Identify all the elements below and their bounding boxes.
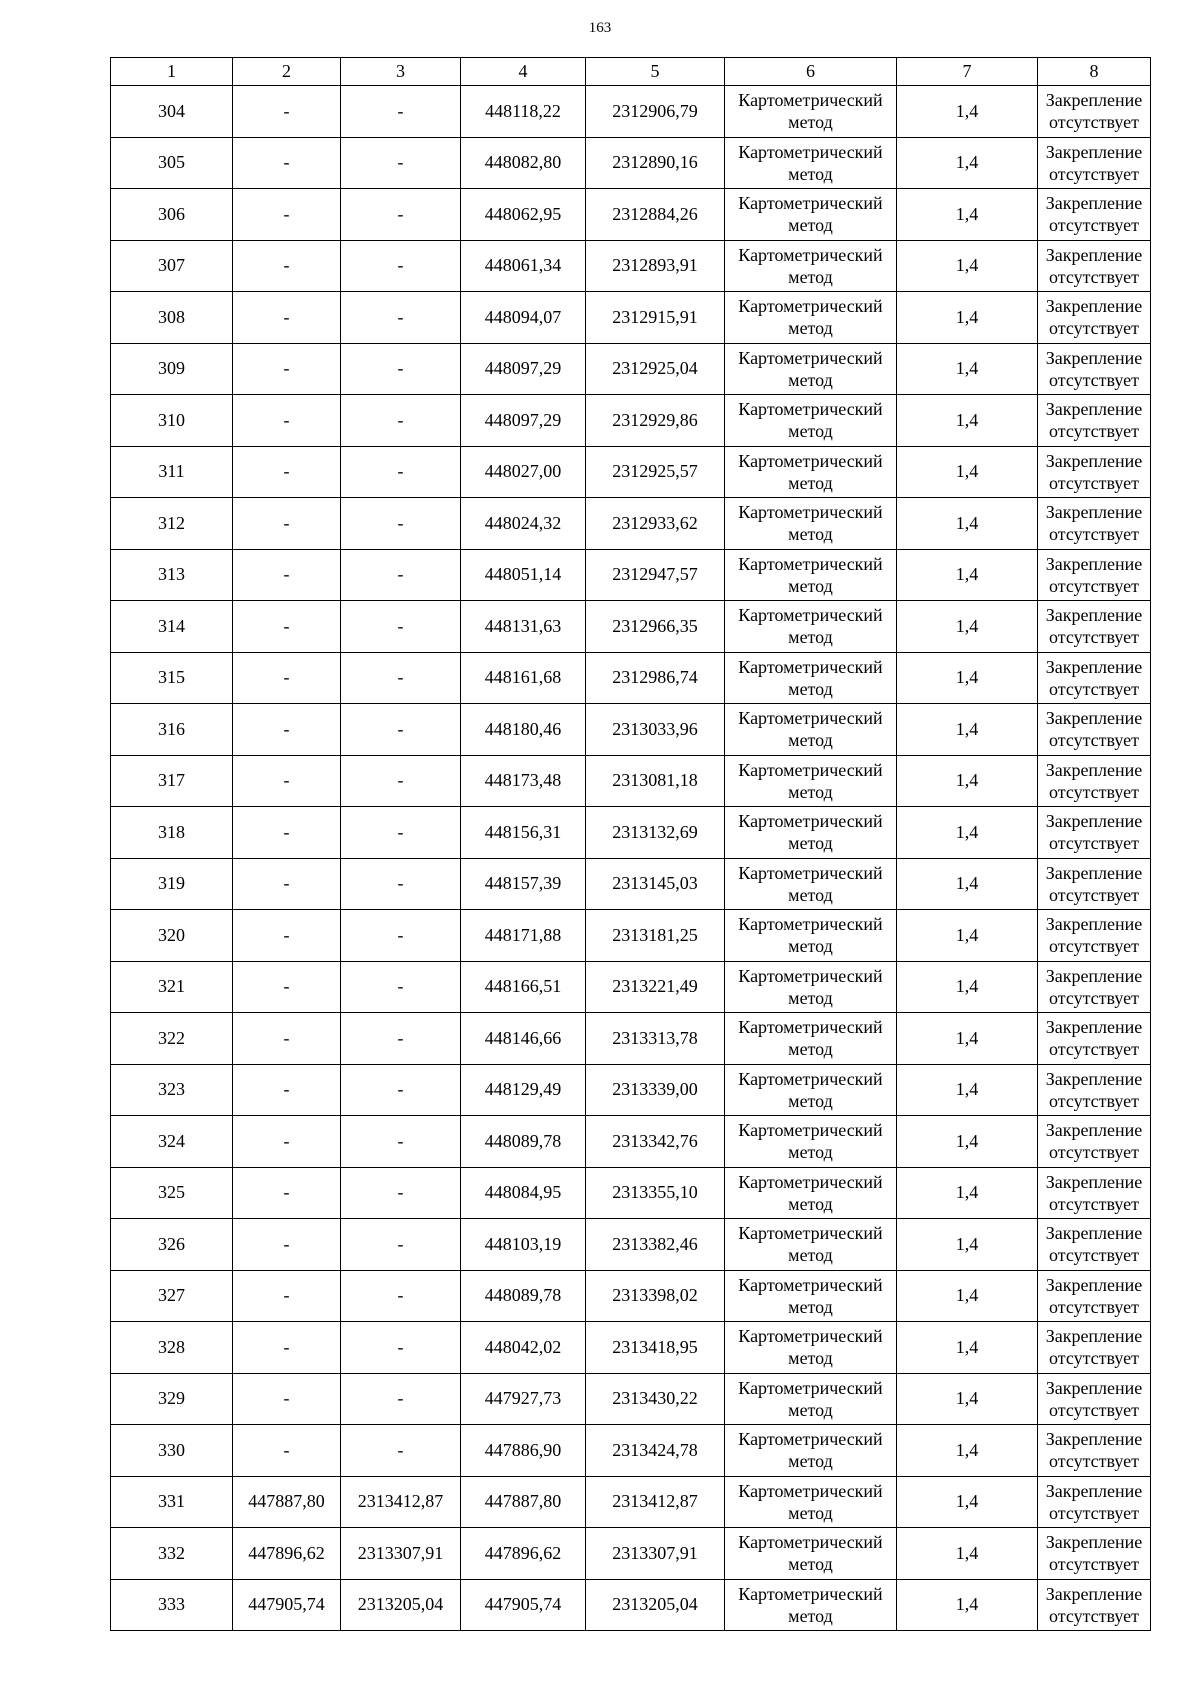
cell-fixation: Закрепление отсутствует — [1038, 755, 1151, 807]
table-row — [111, 1167, 1151, 1219]
page-number: 163 — [588, 20, 612, 36]
cell-y-old: - — [341, 652, 461, 704]
cell-x-old: - — [233, 1116, 341, 1168]
cell-precision: 1,4 — [897, 910, 1038, 962]
cell-y: 2313418,95 — [586, 1322, 725, 1374]
cell-precision: 1,4 — [897, 189, 1038, 241]
cell-precision: 1,4 — [897, 1579, 1038, 1631]
cell-y: 2312929,86 — [586, 395, 725, 447]
table-row — [111, 446, 1151, 498]
point-number: 318 — [111, 807, 233, 859]
cell-method: Картометрический метод — [725, 1219, 897, 1271]
cell-y: 2313342,76 — [586, 1116, 725, 1168]
table-row — [111, 858, 1151, 910]
column-header: 4 — [461, 58, 586, 86]
cell-x: 448082,80 — [461, 137, 586, 189]
point-number: 330 — [111, 1425, 233, 1477]
table-row — [111, 1528, 1151, 1580]
table-row — [111, 652, 1151, 704]
cell-y-old: - — [341, 1013, 461, 1065]
cell-x-old: - — [233, 549, 341, 601]
point-number: 309 — [111, 343, 233, 395]
cell-fixation: Закрепление отсутствует — [1038, 1167, 1151, 1219]
cell-y-old: 2313412,87 — [341, 1476, 461, 1528]
cell-x-old: - — [233, 1373, 341, 1425]
cell-y-old: - — [341, 1219, 461, 1271]
point-number: 326 — [111, 1219, 233, 1271]
table-row — [111, 1219, 1151, 1271]
table-row — [111, 1425, 1151, 1477]
column-header: 7 — [897, 58, 1038, 86]
cell-y-old: - — [341, 137, 461, 189]
cell-precision: 1,4 — [897, 1476, 1038, 1528]
cell-method: Картометрический метод — [725, 1373, 897, 1425]
cell-precision: 1,4 — [897, 601, 1038, 653]
cell-fixation: Закрепление отсутствует — [1038, 1116, 1151, 1168]
cell-y-old: - — [341, 1373, 461, 1425]
cell-precision: 1,4 — [897, 240, 1038, 292]
cell-y-old: - — [341, 1270, 461, 1322]
cell-fixation: Закрепление отсутствует — [1038, 1064, 1151, 1116]
cell-method: Картометрический метод — [725, 1064, 897, 1116]
point-number: 304 — [111, 86, 233, 138]
point-number: 311 — [111, 446, 233, 498]
table-header-row — [111, 58, 1151, 86]
cell-fixation: Закрепление отсутствует — [1038, 292, 1151, 344]
table-row — [111, 1064, 1151, 1116]
cell-fixation: Закрепление отсутствует — [1038, 910, 1151, 962]
point-number: 331 — [111, 1476, 233, 1528]
cell-y-old: - — [341, 1322, 461, 1374]
cell-x-old: - — [233, 652, 341, 704]
cell-y-old: - — [341, 1116, 461, 1168]
cell-method: Картометрический метод — [725, 292, 897, 344]
table-row — [111, 755, 1151, 807]
cell-fixation: Закрепление отсутствует — [1038, 1425, 1151, 1477]
cell-x-old: 447905,74 — [233, 1579, 341, 1631]
cell-x: 448118,22 — [461, 86, 586, 138]
point-number: 307 — [111, 240, 233, 292]
cell-fixation: Закрепление отсутствует — [1038, 1579, 1151, 1631]
table-row — [111, 240, 1151, 292]
cell-method: Картометрический метод — [725, 1167, 897, 1219]
cell-y-old: - — [341, 292, 461, 344]
column-header: 5 — [586, 58, 725, 86]
cell-x: 448166,51 — [461, 961, 586, 1013]
point-number: 327 — [111, 1270, 233, 1322]
cell-y: 2312890,16 — [586, 137, 725, 189]
cell-fixation: Закрепление отсутствует — [1038, 395, 1151, 447]
point-number: 324 — [111, 1116, 233, 1168]
cell-x-old: - — [233, 1167, 341, 1219]
table-row — [111, 1270, 1151, 1322]
point-number: 306 — [111, 189, 233, 241]
cell-method: Картометрический метод — [725, 498, 897, 550]
cell-fixation: Закрепление отсутствует — [1038, 1219, 1151, 1271]
point-number: 333 — [111, 1579, 233, 1631]
column-header: 8 — [1038, 58, 1151, 86]
cell-precision: 1,4 — [897, 86, 1038, 138]
point-number: 332 — [111, 1528, 233, 1580]
cell-precision: 1,4 — [897, 652, 1038, 704]
cell-y-old: - — [341, 858, 461, 910]
cell-y: 2313424,78 — [586, 1425, 725, 1477]
cell-x: 448062,95 — [461, 189, 586, 241]
cell-fixation: Закрепление отсутствует — [1038, 807, 1151, 859]
cell-y: 2313339,00 — [586, 1064, 725, 1116]
cell-method: Картометрический метод — [725, 755, 897, 807]
table-row — [111, 189, 1151, 241]
cell-method: Картометрический метод — [725, 910, 897, 962]
cell-x: 448061,34 — [461, 240, 586, 292]
table-row — [111, 549, 1151, 601]
cell-x-old: - — [233, 704, 341, 756]
cell-y-old: - — [341, 189, 461, 241]
cell-y-old: - — [341, 343, 461, 395]
cell-y: 2313033,96 — [586, 704, 725, 756]
point-number: 323 — [111, 1064, 233, 1116]
cell-precision: 1,4 — [897, 807, 1038, 859]
column-header: 2 — [233, 58, 341, 86]
table-row — [111, 137, 1151, 189]
cell-precision: 1,4 — [897, 961, 1038, 1013]
cell-x: 448042,02 — [461, 1322, 586, 1374]
point-number: 317 — [111, 755, 233, 807]
table-row — [111, 807, 1151, 859]
cell-y: 2313205,04 — [586, 1579, 725, 1631]
cell-x-old: - — [233, 1270, 341, 1322]
cell-x-old: 447896,62 — [233, 1528, 341, 1580]
cell-precision: 1,4 — [897, 704, 1038, 756]
column-header: 1 — [111, 58, 233, 86]
cell-fixation: Закрепление отсутствует — [1038, 1270, 1151, 1322]
cell-y-old: - — [341, 601, 461, 653]
cell-x: 448157,39 — [461, 858, 586, 910]
cell-fixation: Закрепление отсутствует — [1038, 137, 1151, 189]
cell-x: 448024,32 — [461, 498, 586, 550]
cell-x-old: - — [233, 446, 341, 498]
cell-fixation: Закрепление отсутствует — [1038, 652, 1151, 704]
cell-precision: 1,4 — [897, 1425, 1038, 1477]
cell-y: 2313132,69 — [586, 807, 725, 859]
cell-y: 2312925,57 — [586, 446, 725, 498]
cell-x-old: - — [233, 395, 341, 447]
cell-fixation: Закрепление отсутствует — [1038, 446, 1151, 498]
cell-precision: 1,4 — [897, 858, 1038, 910]
cell-precision: 1,4 — [897, 1270, 1038, 1322]
cell-x: 448173,48 — [461, 755, 586, 807]
cell-precision: 1,4 — [897, 1322, 1038, 1374]
cell-y-old: - — [341, 755, 461, 807]
point-number: 329 — [111, 1373, 233, 1425]
cell-precision: 1,4 — [897, 446, 1038, 498]
cell-x-old: - — [233, 189, 341, 241]
cell-x: 448103,19 — [461, 1219, 586, 1271]
cell-x: 447896,62 — [461, 1528, 586, 1580]
cell-y: 2312947,57 — [586, 549, 725, 601]
cell-y-old: - — [341, 549, 461, 601]
cell-method: Картометрический метод — [725, 601, 897, 653]
cell-x-old: - — [233, 858, 341, 910]
cell-y-old: - — [341, 498, 461, 550]
cell-y: 2313398,02 — [586, 1270, 725, 1322]
cell-fixation: Закрепление отсутствует — [1038, 1528, 1151, 1580]
cell-x: 447927,73 — [461, 1373, 586, 1425]
cell-y-old: - — [341, 704, 461, 756]
cell-y: 2312893,91 — [586, 240, 725, 292]
cell-x: 448146,66 — [461, 1013, 586, 1065]
cell-method: Картометрический метод — [725, 1425, 897, 1477]
cell-precision: 1,4 — [897, 1219, 1038, 1271]
cell-y-old: - — [341, 240, 461, 292]
cell-method: Картометрический метод — [725, 1322, 897, 1374]
cell-x-old: - — [233, 1064, 341, 1116]
cell-fixation: Закрепление отсутствует — [1038, 1373, 1151, 1425]
cell-x-old: - — [233, 601, 341, 653]
cell-x: 448129,49 — [461, 1064, 586, 1116]
cell-x-old: - — [233, 240, 341, 292]
cell-fixation: Закрепление отсутствует — [1038, 189, 1151, 241]
table-row — [111, 1322, 1151, 1374]
cell-x: 448180,46 — [461, 704, 586, 756]
cell-y-old: - — [341, 446, 461, 498]
table-row — [111, 395, 1151, 447]
cell-x-old: - — [233, 755, 341, 807]
cell-y: 2313081,18 — [586, 755, 725, 807]
cell-x-old: - — [233, 1425, 341, 1477]
cell-y: 2312933,62 — [586, 498, 725, 550]
cell-fixation: Закрепление отсутствует — [1038, 858, 1151, 910]
point-number: 325 — [111, 1167, 233, 1219]
point-number: 316 — [111, 704, 233, 756]
cell-y: 2312915,91 — [586, 292, 725, 344]
cell-x: 448131,63 — [461, 601, 586, 653]
table-row — [111, 704, 1151, 756]
point-number: 315 — [111, 652, 233, 704]
table-row — [111, 1013, 1151, 1065]
cell-method: Картометрический метод — [725, 395, 897, 447]
cell-y: 2313412,87 — [586, 1476, 725, 1528]
cell-x: 448094,07 — [461, 292, 586, 344]
cell-x: 448097,29 — [461, 343, 586, 395]
point-number: 308 — [111, 292, 233, 344]
cell-x: 448156,31 — [461, 807, 586, 859]
cell-method: Картометрический метод — [725, 240, 897, 292]
cell-x: 448089,78 — [461, 1270, 586, 1322]
cell-precision: 1,4 — [897, 1373, 1038, 1425]
cell-x: 447887,80 — [461, 1476, 586, 1528]
cell-y: 2312906,79 — [586, 86, 725, 138]
point-number: 322 — [111, 1013, 233, 1065]
point-number: 314 — [111, 601, 233, 653]
cell-y: 2313221,49 — [586, 961, 725, 1013]
cell-method: Картометрический метод — [725, 1579, 897, 1631]
column-header: 3 — [341, 58, 461, 86]
cell-y: 2312925,04 — [586, 343, 725, 395]
cell-method: Картометрический метод — [725, 652, 897, 704]
cell-x: 447886,90 — [461, 1425, 586, 1477]
cell-precision: 1,4 — [897, 1013, 1038, 1065]
cell-x-old: - — [233, 498, 341, 550]
cell-fixation: Закрепление отсутствует — [1038, 343, 1151, 395]
cell-precision: 1,4 — [897, 498, 1038, 550]
cell-method: Картометрический метод — [725, 1270, 897, 1322]
cell-precision: 1,4 — [897, 1528, 1038, 1580]
cell-fixation: Закрепление отсутствует — [1038, 549, 1151, 601]
cell-y: 2312986,74 — [586, 652, 725, 704]
point-number: 313 — [111, 549, 233, 601]
cell-y-old: 2313307,91 — [341, 1528, 461, 1580]
cell-precision: 1,4 — [897, 343, 1038, 395]
cell-precision: 1,4 — [897, 1116, 1038, 1168]
table-row — [111, 343, 1151, 395]
cell-method: Картометрический метод — [725, 86, 897, 138]
cell-precision: 1,4 — [897, 395, 1038, 447]
point-number: 312 — [111, 498, 233, 550]
cell-precision: 1,4 — [897, 1064, 1038, 1116]
table-row — [111, 86, 1151, 138]
cell-y-old: - — [341, 1064, 461, 1116]
cell-fixation: Закрепление отсутствует — [1038, 961, 1151, 1013]
cell-y-old: - — [341, 910, 461, 962]
table-row — [111, 601, 1151, 653]
cell-x: 448051,14 — [461, 549, 586, 601]
cell-method: Картометрический метод — [725, 1528, 897, 1580]
cell-precision: 1,4 — [897, 755, 1038, 807]
cell-y: 2312966,35 — [586, 601, 725, 653]
cell-x-old: - — [233, 86, 341, 138]
table-row — [111, 1373, 1151, 1425]
cell-x-old: - — [233, 292, 341, 344]
cell-fixation: Закрепление отсутствует — [1038, 601, 1151, 653]
column-header: 6 — [725, 58, 897, 86]
cell-method: Картометрический метод — [725, 446, 897, 498]
cell-method: Картометрический метод — [725, 343, 897, 395]
cell-x: 448084,95 — [461, 1167, 586, 1219]
table-row — [111, 1476, 1151, 1528]
cell-x-old: - — [233, 961, 341, 1013]
table-row — [111, 910, 1151, 962]
cell-x: 448171,88 — [461, 910, 586, 962]
cell-x-old: - — [233, 1322, 341, 1374]
cell-y: 2313355,10 — [586, 1167, 725, 1219]
cell-y-old: - — [341, 961, 461, 1013]
cell-fixation: Закрепление отсутствует — [1038, 498, 1151, 550]
cell-x: 447905,74 — [461, 1579, 586, 1631]
cell-x-old: - — [233, 137, 341, 189]
coordinates-table — [110, 57, 1151, 1631]
point-number: 305 — [111, 137, 233, 189]
cell-x-old: - — [233, 807, 341, 859]
cell-method: Картометрический метод — [725, 1476, 897, 1528]
cell-fixation: Закрепление отсутствует — [1038, 704, 1151, 756]
table-row — [111, 498, 1151, 550]
cell-x-old: - — [233, 343, 341, 395]
cell-y-old: - — [341, 807, 461, 859]
cell-y: 2313145,03 — [586, 858, 725, 910]
cell-y: 2313313,78 — [586, 1013, 725, 1065]
cell-fixation: Закрепление отсутствует — [1038, 1476, 1151, 1528]
cell-y: 2313430,22 — [586, 1373, 725, 1425]
point-number: 328 — [111, 1322, 233, 1374]
cell-y: 2312884,26 — [586, 189, 725, 241]
cell-method: Картометрический метод — [725, 704, 897, 756]
cell-x-old: - — [233, 1219, 341, 1271]
table-row — [111, 961, 1151, 1013]
cell-y-old: - — [341, 86, 461, 138]
cell-method: Картометрический метод — [725, 1116, 897, 1168]
cell-y: 2313307,91 — [586, 1528, 725, 1580]
cell-fixation: Закрепление отсутствует — [1038, 86, 1151, 138]
point-number: 319 — [111, 858, 233, 910]
cell-y-old: - — [341, 1167, 461, 1219]
point-number: 310 — [111, 395, 233, 447]
cell-x: 448027,00 — [461, 446, 586, 498]
cell-y-old: - — [341, 395, 461, 447]
point-number: 320 — [111, 910, 233, 962]
cell-x: 448089,78 — [461, 1116, 586, 1168]
cell-x: 448161,68 — [461, 652, 586, 704]
cell-precision: 1,4 — [897, 292, 1038, 344]
table-row — [111, 1116, 1151, 1168]
cell-fixation: Закрепление отсутствует — [1038, 1013, 1151, 1065]
cell-y: 2313382,46 — [586, 1219, 725, 1271]
cell-precision: 1,4 — [897, 1167, 1038, 1219]
cell-method: Картометрический метод — [725, 137, 897, 189]
cell-y-old: - — [341, 1425, 461, 1477]
cell-method: Картометрический метод — [725, 961, 897, 1013]
cell-precision: 1,4 — [897, 549, 1038, 601]
cell-method: Картометрический метод — [725, 807, 897, 859]
table-row — [111, 292, 1151, 344]
cell-method: Картометрический метод — [725, 858, 897, 910]
cell-method: Картометрический метод — [725, 189, 897, 241]
cell-method: Картометрический метод — [725, 549, 897, 601]
cell-x: 448097,29 — [461, 395, 586, 447]
cell-x-old: - — [233, 1013, 341, 1065]
cell-y-old: 2313205,04 — [341, 1579, 461, 1631]
cell-x-old: 447887,80 — [233, 1476, 341, 1528]
point-number: 321 — [111, 961, 233, 1013]
cell-y: 2313181,25 — [586, 910, 725, 962]
table-row — [111, 1579, 1151, 1631]
cell-fixation: Закрепление отсутствует — [1038, 240, 1151, 292]
cell-method: Картометрический метод — [725, 1013, 897, 1065]
cell-precision: 1,4 — [897, 137, 1038, 189]
cell-x-old: - — [233, 910, 341, 962]
cell-fixation: Закрепление отсутствует — [1038, 1322, 1151, 1374]
